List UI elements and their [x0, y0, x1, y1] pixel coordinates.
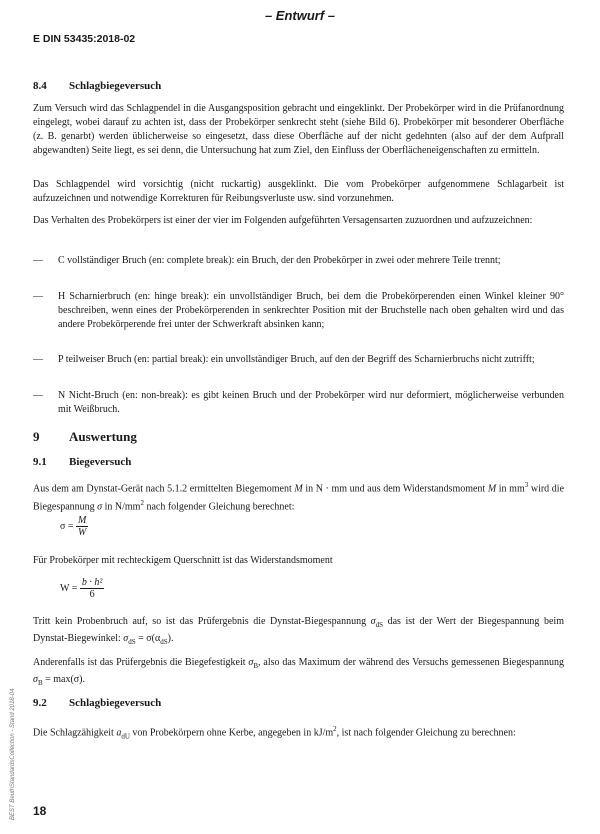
section-heading-9: [33, 429, 137, 445]
numerator: b · h²: [81, 577, 103, 588]
section-number: 8.4: [33, 80, 47, 92]
section-title: Schlagbiegeversuch: [69, 697, 162, 709]
fraction: [76, 515, 88, 538]
formula-section-modulus: [60, 577, 104, 600]
paragraph: Aus dem am Dynstat-Gerät nach 5.1.2 ermittelten Biegemoment M in N · mm und aus dem Widerstandsmoment M in $mm^3$ wird die Biegespannung σ in $N/mm^2$ nach folgender Gleichung berechnet:: [33, 481, 565, 513]
draft-label: – Entwurf –: [264, 8, 336, 23]
list-item: P teilweiser Bruch (en: partial break): ein unvollständiger Bruch, auf den der Begriff des Scharnierbruchs nicht zutrifft;: [58, 354, 535, 365]
paragraph: Das Schlagpendel wird vorsichtig (nicht ruckartig) ausgeklinkt. Die vom Probekörper aufgenommene Schlagarbeit ist aufzuzeichnen und notwendige Korrekturen für Reibungsverluste usw. sind vorzunehmen.: [33, 179, 564, 204]
list-bullet: —: [33, 354, 43, 365]
list-bullet: —: [33, 291, 43, 302]
section-number: 9.1: [33, 456, 47, 468]
denominator: W: [78, 527, 87, 538]
formula-lhs: W =: [60, 582, 78, 594]
section-title: Schlagbiegeversuch: [69, 80, 162, 92]
list-item: H Scharnierbruch (en: hinge break): ein unvollständiger Bruch, bei dem die Probekörperenden einen Winkel kleiner 90° beschreiben, wenn eines der Probekörperenden in senkrechter Position mit der Bruchstelle nach oben gehalten wird und das andere Probekörperende frei unter der Schwerkraft absinken kann;: [58, 291, 564, 330]
paragraph: Die Schlagzähigkeit $a_{dU}$ von Probekörpern ohne Kerbe, angegeben in $kJ/m^2$, ist nach folgender Gleichung zu berechnen:: [33, 725, 516, 741]
formula-lhs: σ =: [60, 520, 74, 532]
section-title: Auswertung: [69, 429, 137, 444]
denominator: 6: [89, 589, 95, 600]
paragraph: Für Probekörper mit rechteckigem Querschnitt ist das Widerstandsmoment: [33, 555, 333, 566]
list-bullet: —: [33, 255, 43, 266]
fraction: [80, 577, 105, 600]
paragraph: Zum Versuch wird das Schlagpendel in die Ausgangsposition gebracht und eingeklinkt. Der Probekörper wird in die Prüfanordnung eingelegt, wobei darauf zu achten ist, dass der Probekörper senkrecht steht (siehe Bild 6). Probekörper mit besonderer Oberfläche (z. B. genarbt) werden üblicherweise so eingesetzt, dass diese Oberfläche auf der nicht gedehnten (also auf der dem Aufprall abgewandten) Seite liegt, es sei denn, die Untersuchung hat zum Ziel, den Einfluss der Oberflächeneigenschaften zu ermitteln.: [33, 103, 564, 156]
section-heading-9-1: [33, 456, 131, 468]
section-heading-8-4: [33, 80, 161, 92]
paragraph: Tritt kein Probenbruch auf, so ist das Prüfergebnis die Dynstat-Biegespannung $\sigma_{dS}$ das ist der Wert der Biegespannung beim Dynstat-Biegewinkel: $\sigma_{dS} = \sigma(\alpha_{dS})$.: [33, 616, 564, 646]
side-note: BEST BeuthStandardsCollection - Stand 2018-04: [10, 688, 16, 820]
section-number: 9.2: [33, 697, 47, 709]
numerator: M: [78, 515, 87, 526]
document-id: E DIN 53435:2018-02: [33, 33, 136, 45]
section-heading-9-2: [33, 697, 161, 709]
formula-bending-stress: [60, 515, 88, 538]
paragraph: Das Verhalten des Probekörpers ist einer der vier im Folgenden aufgeführten Versagensarten zuzuordnen und aufzuzeichnen:: [33, 215, 533, 226]
page-number: 18: [33, 804, 47, 818]
list-item: C vollständiger Bruch (en: complete break): ein Bruch, der den Probekörper in zwei oder mehrere Teile trennt;: [58, 255, 501, 266]
list-item: N Nicht-Bruch (en: non-break): es gibt keinen Bruch und der Probekörper wird nur deformiert, möglicherweise verbunden mit Weißbruch.: [58, 390, 564, 415]
list-bullet: —: [33, 390, 43, 401]
section-number: 9: [33, 429, 40, 444]
section-title: Biegeversuch: [69, 456, 132, 468]
paragraph: Anderenfalls ist das Prüfergebnis die Biegefestigkeit $\sigma_B$, also das Maximum der während des Versuchs gemessenen Biegespannung $\sigma_B = \max(\sigma)$.: [33, 657, 564, 687]
